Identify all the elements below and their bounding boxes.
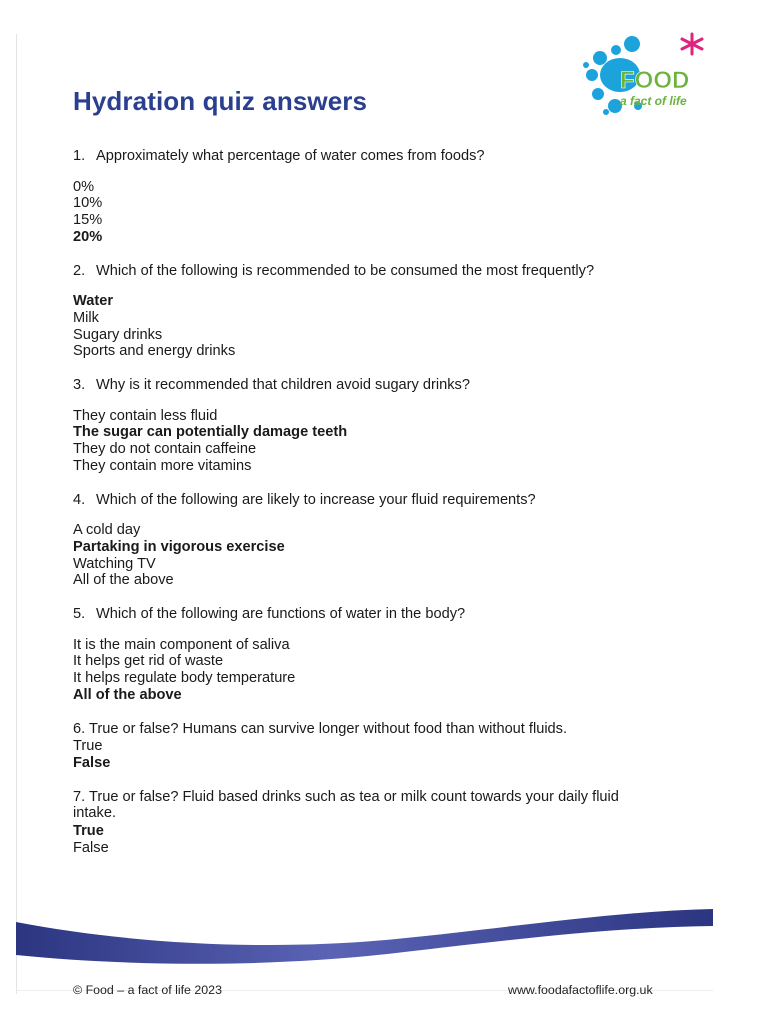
question-6 bbox=[73, 721, 693, 738]
answer-option: All of the above bbox=[73, 686, 182, 703]
footer-copyright: © Food – a fact of life 2023 bbox=[73, 983, 222, 997]
footer-website-link[interactable]: www.foodafactoflife.org.uk bbox=[508, 983, 653, 997]
answer-option: Milk bbox=[73, 309, 99, 326]
answer-option: False bbox=[73, 839, 109, 856]
question-3 bbox=[73, 377, 693, 394]
answer-option: 20% bbox=[73, 228, 103, 245]
answer-option: Sports and energy drinks bbox=[73, 343, 236, 360]
answer-option: They contain more vitamins bbox=[73, 457, 252, 474]
question-4 bbox=[73, 492, 693, 509]
answer-option: It helps regulate body temperature bbox=[73, 670, 296, 687]
question-number: 5. bbox=[73, 606, 86, 623]
question-text: Which of the following are functions of water in the body? bbox=[96, 606, 466, 623]
answer-option: A cold day bbox=[73, 522, 141, 539]
question-text: True or false? Humans can survive longer without food than without fluids. bbox=[88, 720, 568, 737]
logo-word: FOOD bbox=[620, 67, 690, 94]
answer-option: They do not contain caffeine bbox=[73, 441, 257, 458]
question-5 bbox=[73, 606, 693, 623]
answer-options bbox=[73, 823, 693, 856]
question-number: 4. bbox=[73, 491, 86, 508]
answer-option: Watching TV bbox=[73, 555, 156, 572]
answer-option: It is the main component of saliva bbox=[73, 636, 290, 653]
answer-options bbox=[73, 522, 693, 589]
question-number: 2. bbox=[73, 262, 86, 279]
answer-option: They contain less fluid bbox=[73, 407, 218, 424]
quiz-content bbox=[73, 148, 693, 874]
answer-option: 15% bbox=[73, 212, 103, 229]
answer-option: The sugar can potentially damage teeth bbox=[73, 424, 348, 441]
answer-options bbox=[73, 293, 693, 360]
question-text: True or false? Fluid based drinks such as tea or milk count towards your daily fluid intake. bbox=[73, 788, 619, 822]
answer-option: True bbox=[73, 738, 103, 755]
question-text: Which of the following are likely to increase your fluid requirements? bbox=[96, 491, 536, 508]
question-7 bbox=[73, 789, 663, 822]
question-number: 6. bbox=[73, 720, 86, 737]
answer-options bbox=[73, 408, 693, 475]
answer-option: It helps get rid of waste bbox=[73, 653, 224, 670]
answer-option: 0% bbox=[73, 178, 95, 195]
page-title: Hydration quiz answers bbox=[73, 86, 368, 116]
question-1 bbox=[73, 148, 693, 165]
decorative-wave bbox=[16, 905, 713, 975]
answer-option: True bbox=[73, 823, 104, 840]
answer-options bbox=[73, 179, 693, 246]
question-text: Why is it recommended that children avoid sugary drinks? bbox=[96, 377, 470, 394]
question-text: Which of the following is recommended to be consumed the most frequently? bbox=[96, 262, 595, 279]
answer-option: All of the above bbox=[73, 572, 174, 589]
question-number: 3. bbox=[73, 377, 86, 394]
answer-option: False bbox=[73, 754, 111, 771]
question-number: 7. bbox=[73, 788, 86, 805]
food-a-fact-of-life-logo bbox=[580, 30, 712, 120]
answer-option: Partaking in vigorous exercise bbox=[73, 538, 285, 555]
logo-tagline: a fact of life bbox=[620, 94, 687, 108]
question-text: Approximately what percentage of water comes from foods? bbox=[96, 148, 485, 164]
answer-option: Water bbox=[73, 293, 114, 310]
answer-options bbox=[73, 637, 693, 704]
answer-option: Sugary drinks bbox=[73, 326, 163, 343]
answer-option: 10% bbox=[73, 195, 103, 212]
answer-options bbox=[73, 738, 693, 771]
logo-graphic bbox=[580, 30, 712, 120]
question-2 bbox=[73, 263, 693, 280]
question-number: 1. bbox=[73, 148, 86, 164]
